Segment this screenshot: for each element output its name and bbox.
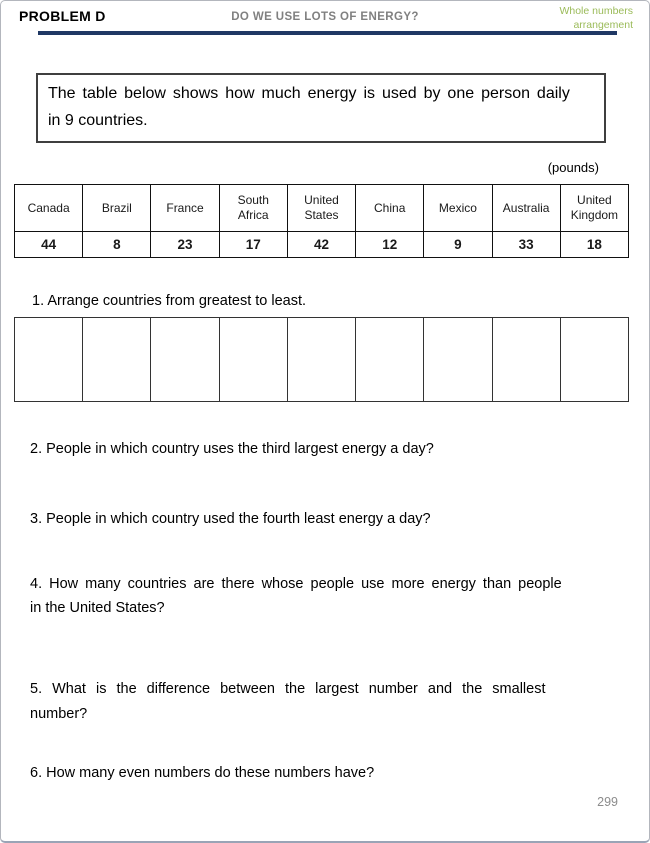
question-3 [30,507,431,531]
answer-row-cells [15,318,629,402]
topic-badge [559,4,633,32]
question-5-line2: number? [30,706,88,722]
page-title: DO WE USE LOTS OF ENERGY? [231,11,419,23]
country-header-cell: Brazil [83,185,151,232]
country-header-cell: Canada [15,185,83,232]
country-header-cell: France [151,185,219,232]
answer-row [14,317,629,402]
energy-value-cell: 18 [560,232,628,258]
country-header-cell: United States [287,185,355,232]
question-4 [30,572,562,620]
country-header-cell: Mexico [424,185,492,232]
country-header-cell: Australia [492,185,560,232]
page-number: 299 [597,795,618,809]
energy-value-cell: 9 [424,232,492,258]
header-rule [38,31,617,35]
answer-cell[interactable] [424,318,492,402]
energy-value-cell: 42 [287,232,355,258]
energy-value-cell: 33 [492,232,560,258]
answer-cell[interactable] [15,318,83,402]
country-header-cell: United Kingdom [560,185,628,232]
question-1-text: 1. Arrange countries from greatest to least. [32,293,307,309]
country-header-cell: South Africa [219,185,287,232]
energy-table-value-row [15,232,629,258]
intro-text-line2: in 9 countries. [48,112,148,129]
answer-cell[interactable] [356,318,424,402]
energy-value-cell: 17 [219,232,287,258]
topic-badge-line2: arrangement [573,19,633,31]
question-1 [32,289,306,313]
question-2 [30,437,434,461]
question-4-line2: in the United States? [30,600,165,616]
problem-label: PROBLEM D [19,8,106,24]
question-5 [30,677,546,727]
unit-label: (pounds) [547,160,599,175]
intro-text-line1: The table below shows how much energy is used by one person daily [48,85,570,102]
question-4-line1: 4. How many countries are there whose people use more energy than people [30,576,562,592]
energy-value-cell: 12 [356,232,424,258]
topic-badge-line1: Whole numbers [559,5,633,17]
question-6-text: 6. How many even numbers do these numbers have? [30,765,375,781]
country-header-cell: China [356,185,424,232]
answer-cell[interactable] [492,318,560,402]
question-5-line1: 5. What is the difference between the largest number and the smallest [30,681,546,697]
answer-cell[interactable] [151,318,219,402]
energy-value-cell: 23 [151,232,219,258]
answer-cell[interactable] [219,318,287,402]
question-3-text: 3. People in which country used the fourth least energy a day? [30,511,431,527]
energy-value-cell: 8 [83,232,151,258]
energy-table-header-row [15,185,629,232]
energy-value-cell: 44 [15,232,83,258]
question-2-text: 2. People in which country uses the third largest energy a day? [30,441,434,457]
answer-cell[interactable] [560,318,628,402]
answer-cell[interactable] [287,318,355,402]
intro-box [36,73,606,143]
answer-cell[interactable] [83,318,151,402]
question-6 [30,761,374,785]
energy-table [14,184,629,258]
